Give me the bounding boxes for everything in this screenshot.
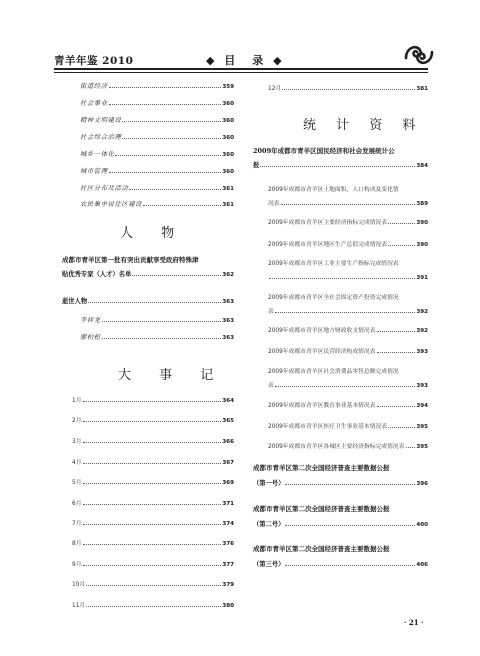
toc-entry-multiline[interactable]: 2009年成都市青羊区社会消费品零售总额完成情况 [268,369,399,375]
toc-entry-multiline[interactable]: 成都市青羊区第二次全国经济普查主要数据公报 [253,545,390,553]
section-heading-events: 大 事 记 [118,368,226,383]
toc-entry[interactable]: 2009年成都市青羊区地方财政收支情况表 392 [268,328,428,334]
toc-entry-month[interactable]: 1月 364 [72,398,234,404]
toc-entry[interactable]: 街道经济 359 [80,83,234,90]
toc-entry[interactable]: 李祥龙 363 [80,317,234,324]
toc-entry-month[interactable]: 3月 366 [72,439,234,445]
header-rule-thin [54,72,428,73]
toc-entry-month[interactable]: 6月 371 [72,501,234,507]
header-rule [54,68,428,70]
toc-entry-month[interactable]: 7月 374 [72,521,234,527]
toc-entry[interactable]: 廖柏桓 363 [80,334,234,341]
toc-entry-month[interactable]: 8月 376 [72,541,234,547]
toc-entry-month[interactable]: 4月 367 [72,460,234,466]
toc-entry-multiline[interactable]: 2009年成都市青羊区全社会固定资产投资完成情况 [268,295,399,301]
toc-entry[interactable]: 社区分布及活动 361 [80,185,234,192]
toc-entry[interactable]: 表 393 [268,383,428,389]
toc-entry[interactable]: 社会事业 360 [80,100,234,107]
toc-entry[interactable]: 城乡一体化 360 [80,151,234,158]
toc-entry[interactable]: 2009年成都市青羊区教育事业基本情况表 394 [268,403,428,409]
toc-entry[interactable]: 报 384 [253,162,428,169]
toc-entry[interactable]: 2009年成都市青羊区民营经济构成情况表 393 [268,349,428,355]
toc-entry[interactable]: 精神文明建设 360 [80,117,234,124]
toc-entry[interactable]: 2009年成都市青羊区主要经济指标完成情况表 390 [268,220,428,226]
yearbook-logo-icon [402,40,436,70]
toc-entry-multiline[interactable]: 2009年成都市青羊区工业主要生产指标完成情况表 [268,261,399,267]
toc-entry-multiline[interactable]: 2009年成都市青羊区土地面积、人口构成及变化情 [268,187,399,193]
toc-entry[interactable]: 城市管理 360 [80,168,234,175]
toc-entry[interactable]: 逝世人物 363 [62,298,234,305]
toc-entry[interactable]: （第二号） 400 [253,521,428,528]
toc-entry-month[interactable]: 10月 379 [72,582,234,588]
toc-entry-multiline[interactable]: 成都市青羊区第二次全国经济普查主要数据公报 [253,505,390,513]
toc-entry-month[interactable]: 12月 381 [268,86,428,92]
toc-entry[interactable]: 表 392 [268,309,428,315]
toc-entry[interactable]: 社会综合治理 360 [80,134,234,141]
toc-entry-month[interactable]: 5月 369 [72,480,234,486]
toc-entry[interactable]: 况表 389 [268,201,428,207]
toc-entry[interactable]: 2009年成都市青羊区各城区主要经济指标完成情况表 395 [268,444,428,450]
section-heading-statistics: 统 计 资 料 [303,118,424,133]
toc-entry[interactable]: （第一号） 396 [253,480,428,487]
toc-entry[interactable]: 贴优秀专家（人才）名单 362 [62,271,234,278]
section-heading-people: 人 物 [120,226,187,241]
toc-entry-month[interactable]: 2月 365 [72,418,234,424]
toc-entry-multiline[interactable]: 成都市青羊区第一批有突出贡献享受政府特殊津 [62,256,199,264]
toc-entry[interactable]: 391 [268,269,428,281]
toc-entry[interactable]: 2009年成都市青羊区医疗卫生事业基本情况表 395 [268,424,428,430]
page-number: · 21 · [404,618,424,627]
section-title: ◆ 目 录 ◆ [206,54,285,67]
toc-entry[interactable]: （第三号） 406 [253,561,428,568]
toc-entry-month[interactable]: 9月 377 [72,562,234,568]
toc-entry-multiline[interactable]: 成都市青羊区第二次全国经济普查主要数据公报 [253,464,390,472]
toc-entry-month[interactable]: 11月 380 [72,603,234,609]
toc-entry[interactable]: 2009年成都市青羊区地区生产总值完成情况表 390 [268,242,428,248]
book-title: 青羊年鉴 2010 [54,55,134,67]
toc-entry[interactable]: 农民集中居住区建设 361 [80,201,234,208]
toc-entry-multiline[interactable]: 2009年成都市青羊区国民经济和社会发展统计公 [253,147,395,155]
